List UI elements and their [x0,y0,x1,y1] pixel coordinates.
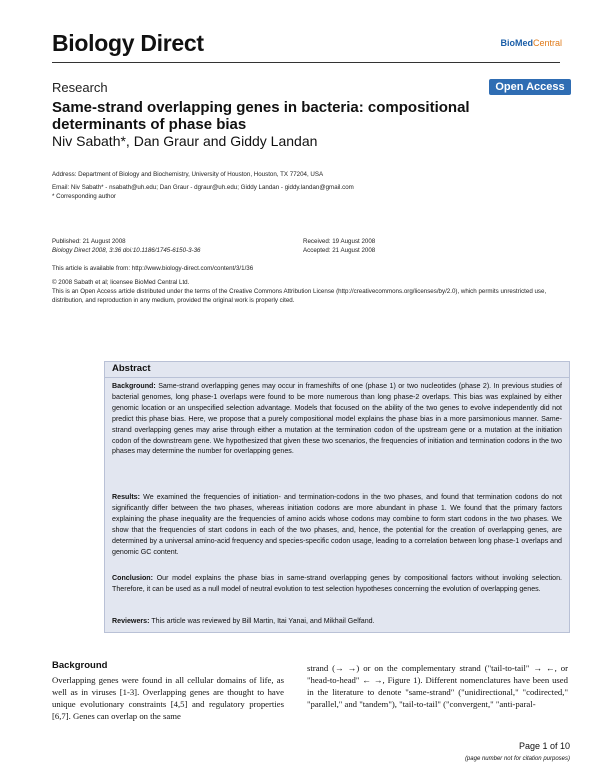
conclusion-text: Our model explains the phase bias in same-strand overlapping genes by compositional factors without invoking selection. Therefore, it can be used as a null model of neutral evolution to test selection hypotheses concerning the evolution of overlapping genes. [112,574,562,593]
license-text: This is an Open Access article distributed under the terms of the Creative Commons Attribution License (http://creativecommons.org/licenses/by/2.0), which permits unrestricted use, distribution, and reproduction in any medium, provided the original work is properly cited. [52,288,547,304]
abstract-header [105,362,569,378]
background-text: Same-strand overlapping genes may occur in frameshifts of one (phase 1) or two nucleotides (phase 2). In previous studies of bacterial genomes, long phase-1 overlaps were found to be more numerous than long phase-2 overlaps. This bias was explained by either genomic location or an unspecified selection advantage. Models that focused on the ability of the two genes to evolve independently did not predict this phase bias. Here, we propose that a purely compositional model explains the phase bias in a more parsimonious manner. Same-strand overlapping genes may arise through either a mutation at the termination codon of the upstream gene or a mutation at the initiation codon of the downstream gene. We hypothesized that given these two scenarios, the frequencies of initiation and termination codons in the two phases may determine the number for overlapping genes. [112,382,562,456]
logo-med: Med [514,38,533,48]
emails: Email: Niv Sabath* - nsabath@uh.edu; Dan Graur - dgraur@uh.edu; Giddy Landan - giddy.landan@gmail.com [52,184,354,191]
conclusion-label: Conclusion: [112,574,153,582]
received-info [303,238,503,255]
pub-info [52,238,282,255]
availability-link[interactable]: This article is available from: http://www.biology-direct.com/content/3/1/36 [52,265,254,272]
reviewers-text: This article was reviewed by Bill Martin, Itai Yanai, and Mikhail Gelfand. [151,617,375,625]
results-label: Results: [112,493,140,501]
received-date: Received: 19 August 2008 [303,238,376,245]
reviewers-label: Reviewers: [112,617,150,625]
header-rule [52,62,560,63]
abstract-heading: Abstract [112,363,151,374]
body-column-left: Overlapping genes were found in all cellular domains of life, as well as in viruses [1-3]. Overlapping genes are thought to have unique evolutionary constraints [4,5] and regulatory properties [6,7]. Genes can overlap on the same [52,675,284,721]
section-label: Research [52,80,108,95]
results-text: We examined the frequencies of initiation- and termination-codons in the two phases, and found that termination codons do not significantly differ between the two phases, whereas initiation codons are more abundant in phase 1. We found that the primary factors explaining the phase inequality are the frequencies of amino acids whose codons may combine to form start codons in the two phases. We show that the frequencies of start codons in each of the two phases, and, hence, the potential for the creation of overlapping genes, are determined by a universal amino-acid frequency and species-specific codon usage, leading to a correlation between long phase-1 overlaps and genomic GC content. [112,493,562,556]
abstract-background [112,381,562,457]
publisher-logo [500,38,562,48]
affiliation: Address: Department of Biology and Biochemistry, University of Houston, Houston, TX 77204, USA [52,171,324,178]
page-number: Page 1 of 10 [518,741,570,751]
authors: Niv Sabath*, Dan Graur and Giddy Landan [52,133,318,149]
background-label: Background: [112,382,156,390]
background-heading: Background [52,660,108,671]
citation: Biology Direct 2008, 3:36 doi:10.1186/1745-6150-3-36 [52,246,201,254]
abstract-conclusion [112,573,562,595]
logo-bio: Bio [500,38,515,48]
body-column-right: strand (→ →) or on the complementary strand ("tail-to-tail" → ←, or "head-to-head" ← →, Figure 1). Different nomenclatures have been used in the literature to denote "same-strand" ("unidirectional," "codirected," "parallel," and "tandem"), "tail-to-tail" ("convergent," "anti-paral- [307,663,568,709]
logo-central: Central [532,38,562,48]
abstract-results [112,492,562,557]
published-date: Published: 21 August 2008 [52,238,126,245]
abstract-box [104,361,570,633]
abstract-reviewers [112,616,562,627]
accepted-date: Accepted: 21 August 2008 [303,246,376,254]
article-title: Same-strand overlapping genes in bacteria: compositional determinants of phase bias [52,99,470,133]
corresponding-author: * Corresponding author [52,193,116,200]
copyright: © 2008 Sabath et al; licensee BioMed Central Ltd. [52,279,190,286]
page-number-note: (page number not for citation purposes) [464,756,570,762]
open-access-badge: Open Access [489,79,571,95]
journal-title: Biology Direct [52,30,204,56]
